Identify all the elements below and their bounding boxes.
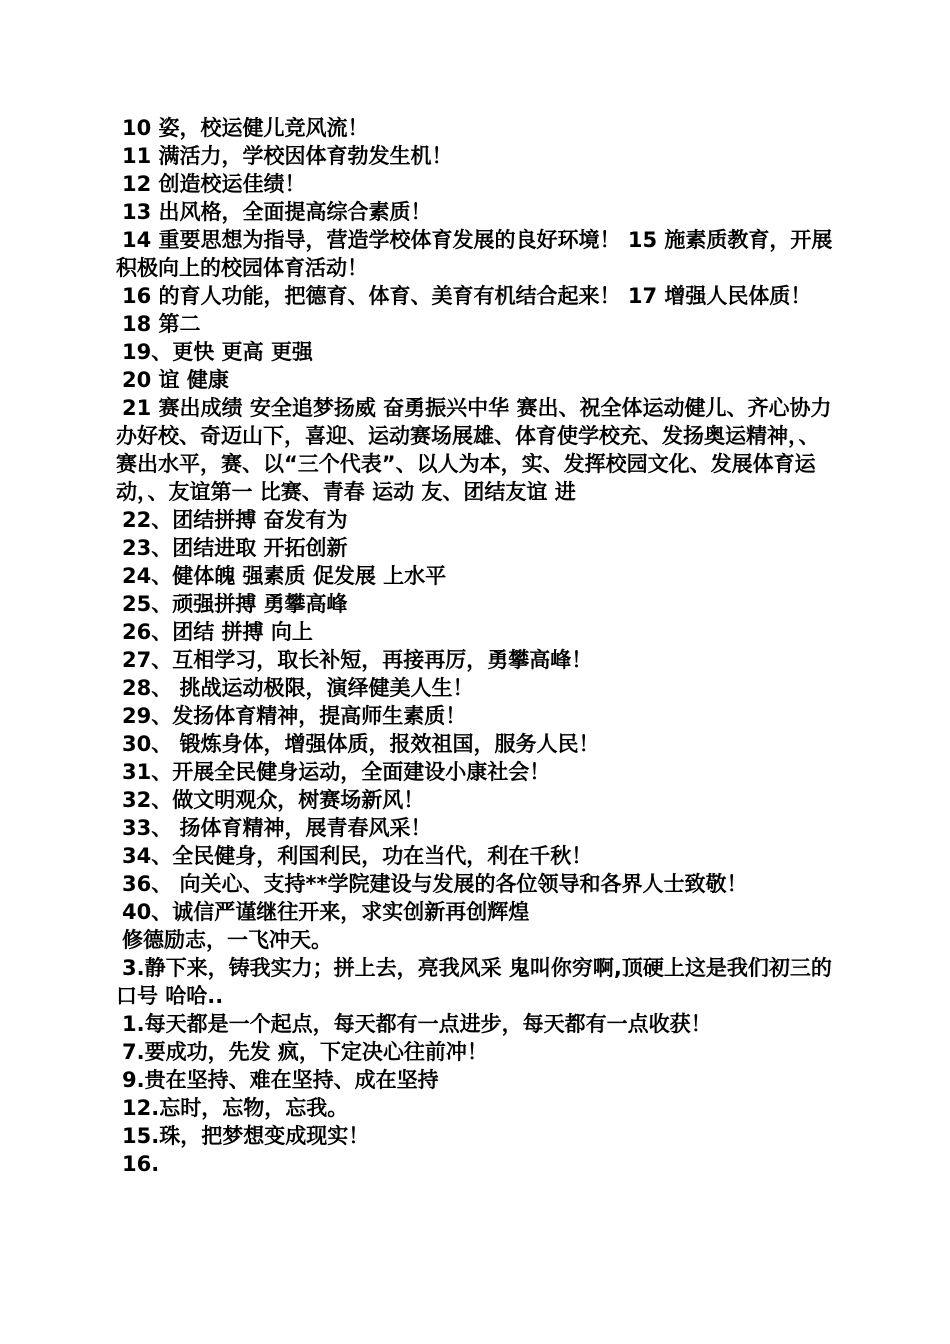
text-line: 34、全民健身，利国利民，功在当代，利在千秋！ [122, 844, 593, 868]
text-line: 40、诚信严谨继往开来，求实创新再创辉煌 [122, 900, 530, 924]
text-line: 12 创造校运佳绩！ [122, 172, 306, 196]
text-line: 22、团结拼搏 奋发有为 [122, 508, 348, 532]
text-line: 12.忘时，忘物，忘我。 [122, 1096, 349, 1120]
document-body [116, 114, 836, 1178]
text-line: 13 出风格，全面提高综合素质！ [122, 200, 432, 224]
text-line: 1.每天都是一个起点，每天都有一点进步，每天都有一点收获！ [122, 1012, 712, 1036]
text-line: 10 姿，校运健儿竞风流！ [122, 116, 369, 140]
text-line: 23、团结进取 开拓创新 [122, 536, 348, 560]
text-line: 36、 向关心、支持**学院建设与发展的各位领导和各界人士致敬！ [122, 872, 748, 896]
text-line: 33、 扬体育精神，展青春风采！ [122, 816, 432, 840]
text-line: 31、开展全民健身运动，全面建设小康社会！ [122, 760, 551, 784]
text-line: 32、做文明观众，树赛场新风！ [122, 788, 425, 812]
text-line: 修德励志，一飞冲天。 [122, 928, 332, 952]
text-line: 15.珠，把梦想变成现实！ [122, 1124, 370, 1148]
text-line: 21 赛出成绩 安全追梦扬威 奋勇振兴中华 赛出、祝全体运动健儿、齐心协力办好校、奇迈山下，喜迎、运动赛场展雄、体育使学校充、发扬奥运精神，、赛出水平，赛、以“三个代表”、以人为本，实、发挥校园文化、发展体育运动，、友谊第一 比赛、青春 运动 友、团结友谊 进 [116, 396, 832, 504]
text-line: 7.要成功，先发 疯，下定决心往前冲！ [122, 1040, 488, 1064]
text-line: 9.贵在坚持、难在坚持、成在坚持 [122, 1068, 439, 1092]
text-line: 16 的育人功能，把德育、体育、美育有机结合起来！ 17 增强人民体质！ [122, 284, 812, 308]
text-line: 30、 锻炼身体，增强体质，报效祖国，服务人民！ [122, 732, 600, 756]
text-line: 28、 挑战运动极限，演绎健美人生！ [122, 676, 474, 700]
text-line: 20 谊 健康 [122, 368, 229, 392]
text-line: 16. [122, 1152, 160, 1176]
text-line: 26、团结 拼搏 向上 [122, 620, 313, 644]
text-line: 19、更快 更高 更强 [122, 340, 313, 364]
text-line: 25、顽强拼搏 勇攀高峰 [122, 592, 348, 616]
text-line: 14 重要思想为指导，营造学校体育发展的良好环境！ 15 施素质教育，开展积极向上的校园体育活动！ [116, 228, 833, 280]
text-line: 24、健体魄 强素质 促发展 上水平 [122, 564, 447, 588]
text-line: 18 第二 [122, 312, 201, 336]
text-line: 3.静下来，铸我实力；拼上去，亮我风采 鬼叫你穷啊,顶硬上这是我们初三的口号 哈哈.. [116, 956, 832, 1008]
text-line: 29、发扬体育精神，提高师生素质！ [122, 704, 467, 728]
text-line: 27、互相学习，取长补短，再接再厉，勇攀高峰！ [122, 648, 593, 672]
text-line: 11 满活力，学校因体育勃发生机！ [122, 144, 453, 168]
